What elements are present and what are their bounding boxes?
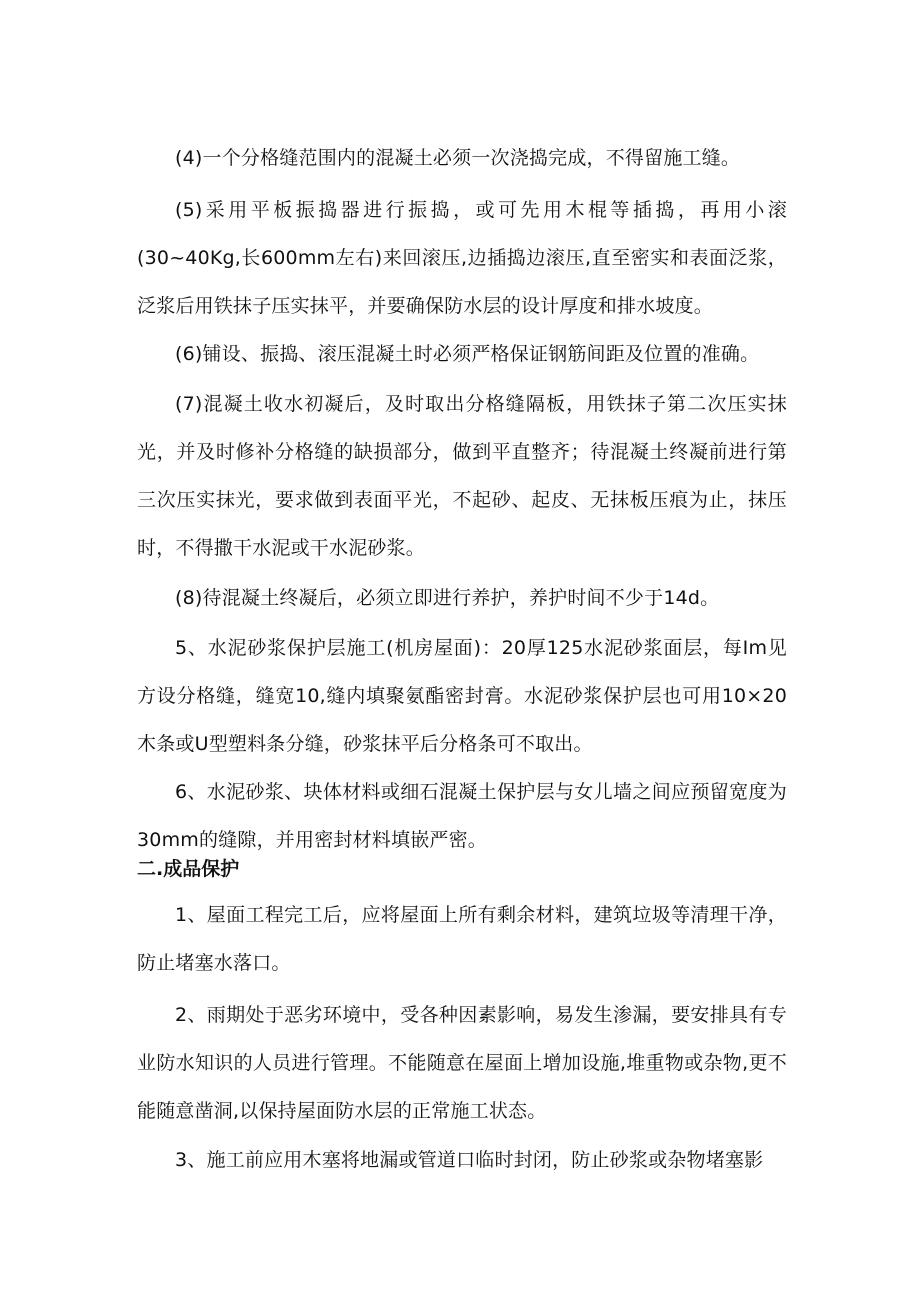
paragraph-protection-2: 2、雨期处于恶劣环境中，受各种因素影响，易发生渗漏，要安排具有专业防水知识的人员进行管理。不能随意在屋面上增加设施,堆重物或杂物,更不能随意凿洞,以保持屋面防水层的正常施工状态。 <box>137 1004 787 1122</box>
paragraph-protection-3: 3、施工前应用木塞将地漏或管道口临时封闭，防止砂浆或杂物堵塞影 <box>175 1149 764 1171</box>
paragraph-gap-seal: 6、水泥砂浆、块体材料或细石混凝土保护层与女儿墙之间应预留宽度为30mm的缝隙，并用密封材料填嵌严密。 <box>137 781 787 851</box>
paragraph-item-6: (6)铺设、振捣、滚压混凝土时必须严格保证钢筋间距及位置的准确。 <box>175 343 760 365</box>
paragraph-protection-1: 1、屋面工程完工后，应将屋面上所有剩余材料，建筑垃圾等清理干净，防止堵塞水落口。 <box>137 904 787 974</box>
paragraph-item-7: (7)混凝土收水初凝后，及时取出分格缝隔板，用铁抹子第二次压实抹光，并及时修补分格缝的缺损部分，做到平直整齐；待混凝土终凝前进行第三次压实抹光，要求做到表面平光，不起砂、起皮、无抹板压痕为止，抹压时，不得撒干水泥或干水泥砂浆。 <box>137 393 787 559</box>
paragraph-item-4: (4)一个分格缝范围内的混凝土必须一次浇捣完成，不得留施工缝。 <box>175 147 741 169</box>
paragraph-protective-layer: 5、水泥砂浆保护层施工(机房屋面)：20厚125水泥砂浆面层，每Im见方设分格缝，缝宽10,缝内填聚氨酯密封膏。水泥砂浆保护层也可用10×20木条或U型塑料条分缝，砂浆抹平后分格条可不取出。 <box>137 637 787 755</box>
section-heading: 二.成品保护 <box>137 858 240 880</box>
paragraph-item-8: (8)待混凝土终凝后，必须立即进行养护，养护时间不少于14d。 <box>175 587 720 609</box>
paragraph-item-5: (5)采用平板振捣器进行振捣，或可先用木棍等插捣，再用小滚(30~40Kg,长600mm左右)来回滚压,边插捣边滚压,直至密实和表面泛浆，泛浆后用铁抹子压实抹平，并要确保防水层的设计厚度和排水坡度。 <box>137 199 787 317</box>
